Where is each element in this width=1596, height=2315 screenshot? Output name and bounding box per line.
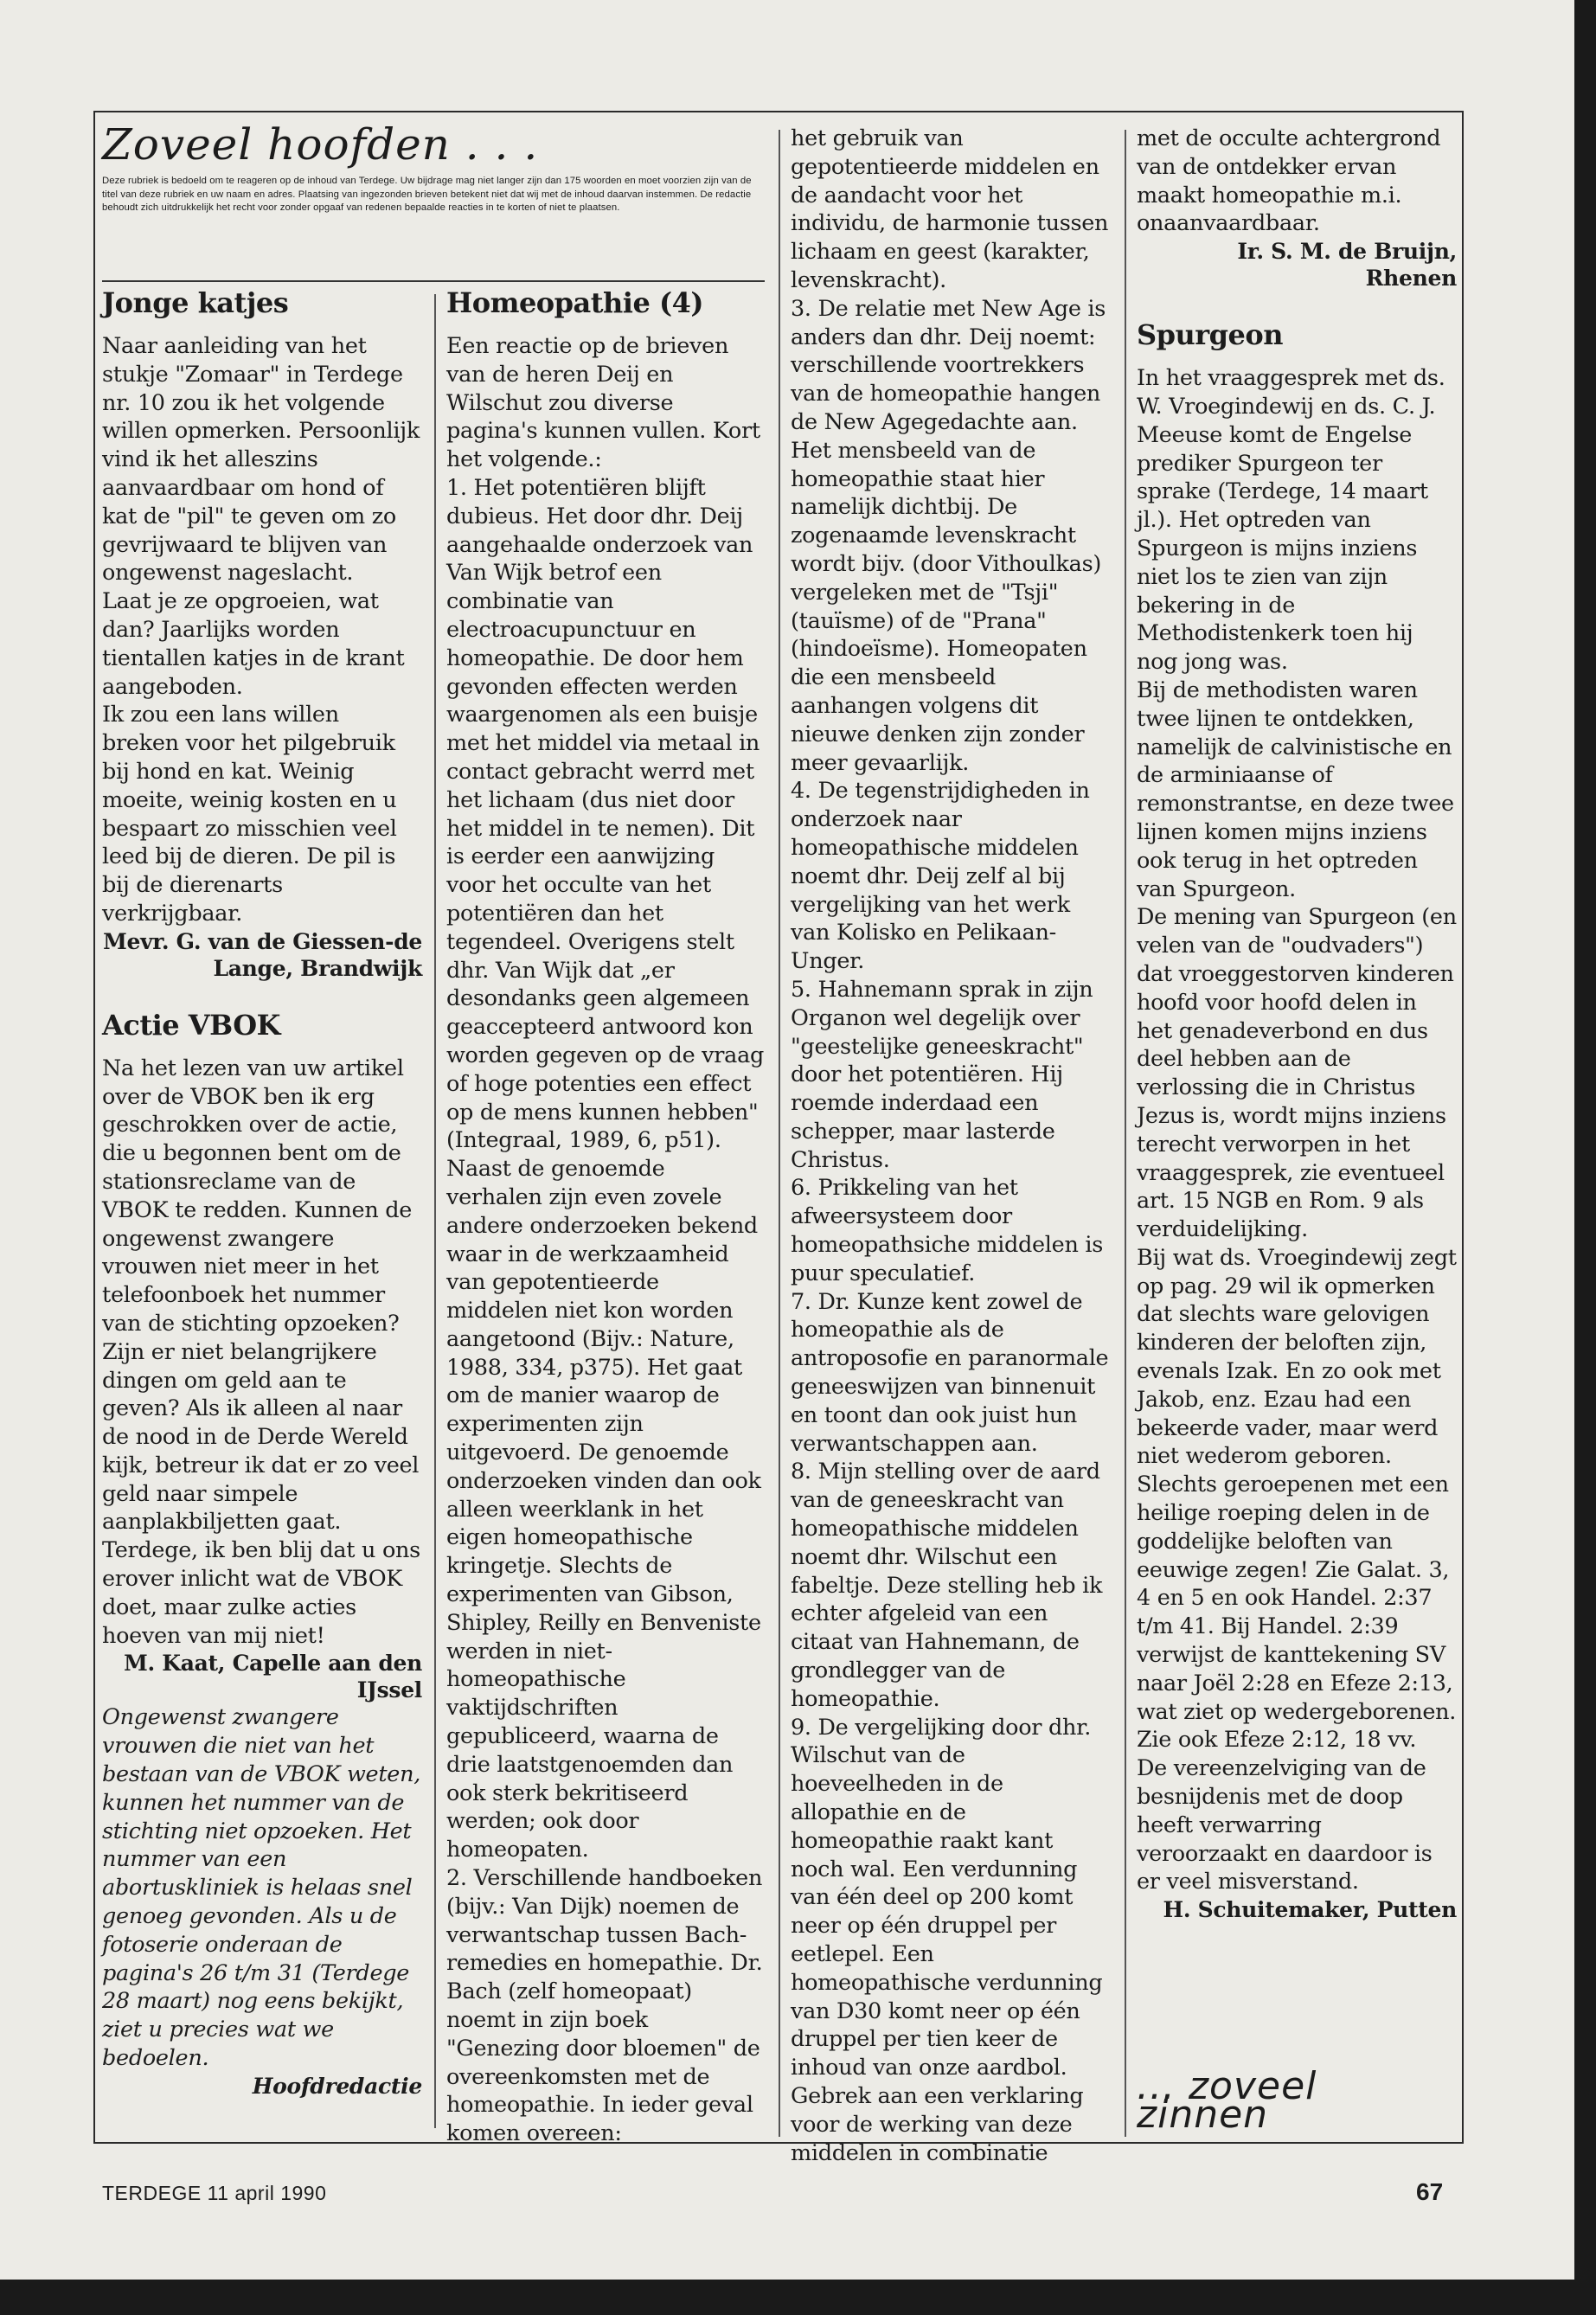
letter-paragraph: 6. Prikkeling van het afweersysteem door homeopathsiche middelen is puur speculatief. bbox=[791, 1175, 1104, 1286]
page-number: 67 bbox=[1416, 2178, 1444, 2205]
letter-paragraph: Bij de methodisten waren twee lijnen te ontdekken, namelijk de calvinistische en de arminiaanse of remonstrantse, en deze twee lijnen komen mijns inziens ook terug in het optreden van Spurgeon. bbox=[1137, 677, 1454, 902]
letter-signature: Ir. S. M. de Bruijn, Rhenen bbox=[1237, 239, 1457, 292]
letter-paragraph: Naast de genoemde verhalen zijn even zovele andere onderzoeken bekend waar in de werkzaamheid van gepotentieerde middelen niet kon worden aangetoond (Bijv.: Nature, 1988, 334, p375). Het gaat om de manier waarop de experimenten zijn uitgevoerd. De genoemde onderzoeken vinden dan ook alleen weerklank in het eigen homeopathische kringetje. Slechts de experimenten van Gibson, Shipley, Reilly en Benveniste werden in niet-homeopathische vaktijdschriften gepubliceerd, waarna de drie laatstgenoemden dan ook sterk bekritiseerd werden; ook door homeopaten. bbox=[446, 1156, 761, 1863]
article-frame bbox=[93, 111, 1464, 2166]
column-separator bbox=[779, 130, 780, 2137]
editor-reply: Ongewenst zwangere vrouwen die niet van het bestaan van de VBOK weten, kunnen het nummer van de stichting niet opzoeken. Het nummer van een abortuskliniek is helaas snel genoeg gevonden. Als u de fotoserie onderaan de pagina's 26 t/m 31 (Terdege 28 maart) nog eens bekijkt, ziet u precies wat we bedoelen. bbox=[102, 1704, 421, 2072]
letter-paragraph: In het vraaggesprek met ds. W. Vroegindewij en ds. C. J. Meeuse komt de Engelse prediker Spurgeon ter sprake (Terdege, 14 maart jl.). Het optreden van Spurgeon is mijns inziens niet los te zien van zijn bekering in de Methodistenkerk toen hij nog jong was. bbox=[1137, 365, 1445, 676]
rubric-title: Zoveel hoofden . . . bbox=[102, 119, 539, 170]
letter-paragraph: 7. Dr. Kunze kent zowel de homeopathie als de antroposofie en paranormale geneeswijzen van binnenuit en toont dan ook juist hun verwantschappen aan. bbox=[791, 1288, 1109, 1457]
column-separator bbox=[434, 294, 436, 2128]
letter-paragraph: Een reactie op de brieven van de heren Deij en Wilschut zou diverse pagina's kunnen vullen. Kort het volgende.: bbox=[446, 333, 760, 473]
rubric-intro: Deze rubriek is bedoeld om te reageren op de inhoud van Terdege. Uw bijdrage mag niet langer zijn dan 175 woorden en moet voorzien zijn van de titel van deze rubriek en uw naam en adres. Plaatsing van ingezonden brieven betekent niet dat wij met de inhoud daarvan instemmen. De redactie behoudt zich uitdrukkelijk het recht voor zonder opgaaf van redenen bepaalde reacties in te korten of niet te plaatsen. bbox=[102, 176, 752, 214]
column-2 bbox=[446, 285, 766, 2315]
rubric-header bbox=[102, 112, 768, 215]
letter-paragraph: Terdege, ik ben blij dat u ons erover inlicht wat de VBOK doet, maar zulke acties hoeven van mij niet! bbox=[102, 1537, 420, 1649]
rubric-closing: ... zoveel zinnen bbox=[1137, 2064, 1317, 2138]
footer-publication: TERDEGE 11 april 1990 bbox=[102, 2182, 327, 2204]
column-1 bbox=[102, 285, 422, 2315]
letter-paragraph: Na het lezen van uw artikel over de VBOK ben ik erg geschrokken over de actie, die u begonnen bent om de stationsreclame van de VBOK te redden. Kunnen de ongewenst zwangere vrouwen niet meer in het telefoonboek het nummer van de stichting opzoeken? Zijn er niet belangrijkere dingen om geld aan te geven? Als ik alleen al naar de nood in de Derde Wereld kijk, betreur ik dat er zo veel geld naar simpele aanplakbiljetten gaat. bbox=[102, 1055, 420, 1536]
letter-paragraph: 9. De vergelijking door dhr. Wilschut van de hoeveelheden in de allopathie en de homeopathie raakt kant noch wal. Een verdunning van één deel op 200 komt neer op één druppel per eetlepel. Een homeopathische verdunning van D30 komt neer op één druppel per tien keer de inhoud van onze aardbol. bbox=[791, 1714, 1103, 2081]
letter-paragraph: Ik zou een lans willen breken voor het pilgebruik bij hond en kat. Weinig moeite, weinig kosten en u bespaart zo misschien veel leed bij de dieren. De pil is bij de dierenarts verkrijgbaar. bbox=[102, 702, 397, 927]
letter-signature: H. Schuitemaker, Putten bbox=[1163, 1897, 1457, 1923]
letter-paragraph: 1. Het potentiëren blijft dubieus. Het door dhr. Deij aangehaalde onderzoek van Van Wijk betrof een combinatie van electroacupunctuur en homeopathie. De door hem gevonden effecten werden waargenomen als een buisje met het middel via metaal in contact gebracht werrd met het lichaam (dus niet door het middel in te nemen). Dit is eerder een aanwijzing voor het occulte van het potentiëren dan het tegendeel. Overigens stelt dhr. Van Wijk dat „er desondanks geen algemeen geaccepteerd antwoord kon worden gegeven op de vraag of hoge potenties een effect op de mens kunnen hebben" (Integraal, 1989, 6, p51). bbox=[446, 474, 764, 1154]
column-separator bbox=[1125, 130, 1126, 2137]
letter-paragraph: Gebrek aan een verklaring voor de werking van deze middelen in combinatie bbox=[791, 2082, 1084, 2166]
column-4 bbox=[1137, 112, 1457, 2142]
heading-spurgeon: Spurgeon bbox=[1137, 318, 1283, 352]
header-rule bbox=[102, 280, 765, 282]
editor-signature: Hoofdredactie bbox=[252, 2073, 422, 2099]
letter-paragraph: met de occulte achtergrond van de ontdekker ervan maakt homeopathie m.i. onaanvaardbaar. bbox=[1137, 125, 1441, 237]
letter-paragraph: 4. De tegenstrijdigheden in onderzoek naar homeopathische middelen noemt dhr. Deij zelf al bij vergelijking van het werk van Kolisko en Pelikaan-Unger. bbox=[791, 778, 1090, 975]
letter-paragraph: Bij wat ds. Vroegindewij zegt op pag. 29 wil ik opmerken dat slechts ware gelovigen kinderen der beloften zijn, evenals Izak. En zo ook met Jakob, enz. Ezau had een bekeerde vader, maar werd niet wederom geboren. Slechts geroepenen met een heilige roeping delen in de goddelijke beloften van eeuwige zegen! Zie Galat. 3, 4 en 5 en ook Handel. 2:37 t/m 41. Bij Handel. 2:39 verwijst de kanttekening SV naar Joël 2:28 en Efeze 2:13, wat ziet op wedergeborenen. Zie ook Efeze 2:12, 18 vv. bbox=[1137, 1244, 1457, 1754]
letter-paragraph: De mening van Spurgeon (en velen van de "oudvaders") dat vroeggestorven kinderen hoofd voor hoofd delen in het genadeverbond en dus deel hebben aan de verlossing die in Christus Jezus is, wordt mijns inziens terecht verworpen in het vraaggesprek, zie eventueel art. 15 NGB en Rom. 9 als verduidelijking. bbox=[1137, 904, 1457, 1243]
letter-paragraph: het gebruik van gepotentieerde middelen en de aandacht voor het individu, de harmonie tussen lichaam en geest (karakter, levenskracht). bbox=[791, 125, 1109, 293]
heading-homeopathie: Homeopathie (4) bbox=[446, 286, 703, 319]
letter-signature: M. Kaat, Capelle aan den IJssel bbox=[124, 1651, 422, 1703]
column-3 bbox=[791, 112, 1112, 2166]
letter-paragraph: 2. Verschillende handboeken (bijv.: Van Dijk) noemen de verwantschap tussen Bach-remedies en homepathie. Dr. Bach (zelf homeopaat) noemt in zijn boek "Genezing door bloemen" de overeenkomsten met de homeopathie. In ieder geval komen overeen: bbox=[446, 1865, 763, 2147]
letter-paragraph: De vereenzelviging van de besnijdenis met de doop heeft verwarring veroorzaakt en daardoor is er veel misverstand. bbox=[1137, 1755, 1433, 1895]
heading-actie-vbok: Actie VBOK bbox=[102, 1008, 280, 1042]
letter-signature: Mevr. G. van de Giessen-de Lange, Brandwijk bbox=[103, 928, 422, 981]
letter-paragraph: 5. Hahnemann sprak in zijn Organon wel degelijk over "geestelijke geneeskracht" door het potentiëren. Hij roemde inderdaad een schepper, maar lasterde Christus. bbox=[791, 976, 1093, 1173]
letter-paragraph: 8. Mijn stelling over de aard van de geneeskracht van homeopathische middelen noemt dhr. Wilschut een fabeltje. Deze stelling heb ik echter afgeleid van een citaat van Hahnemann, de grondlegger van de homeopathie. bbox=[791, 1459, 1103, 1712]
letter-paragraph: Laat je ze opgroeien, wat dan? Jaarlijks worden tientallen katjes in de krant aangeboden. bbox=[102, 588, 405, 700]
heading-jonge-katjes: Jonge katjes bbox=[102, 286, 289, 319]
letter-paragraph: Naar aanleiding van het stukje "Zomaar" in Terdege nr. 10 zou ik het volgende willen opmerken. Persoonlijk vind ik het alleszins aanvaardbaar om hond of kat de "pil" te geven om zo gevrijwaard te blijven van ongewenst nageslacht. bbox=[102, 333, 420, 587]
letter-paragraph: 3. De relatie met New Age is anders dan dhr. Deij noemt: verschillende voortrekkers van de homeopathie hangen de New Agegedachte aan. Het mensbeeld van de homeopathie staat hier namelijk dichtbij. De zogenaamde levenskracht wordt bijv. (door Vithoulkas) vergeleken met de "Tsji" (tauïsme) of de "Prana" (hindoeïsme). Homeopaten die een mensbeeld aanhangen volgens dit nieuwe denken zijn zonder meer gevaarlijk. bbox=[791, 295, 1106, 776]
